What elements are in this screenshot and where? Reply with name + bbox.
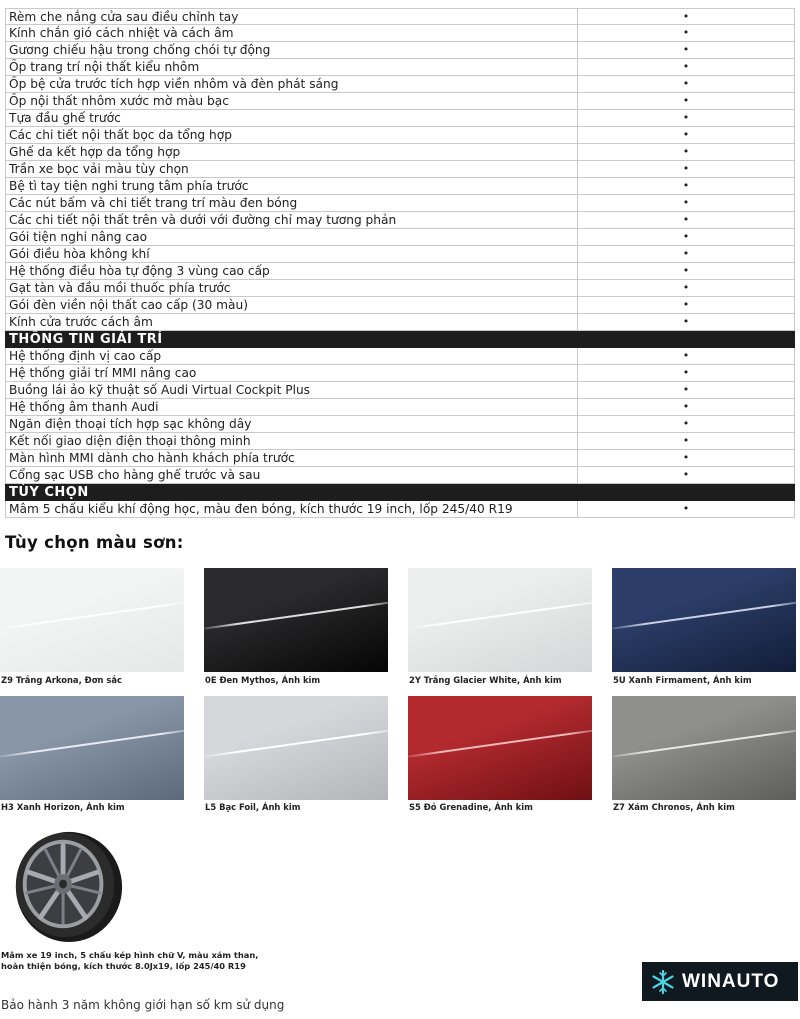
section-header-infotainment: THÔNG TIN GIẢI TRÍ — [5, 331, 795, 348]
feature-availability: • — [578, 467, 795, 483]
feature-label: Trần xe bọc vải màu tùy chọn — [5, 161, 578, 177]
feature-label: Kết nối giao diện điện thoại thông minh — [5, 433, 578, 449]
feature-availability: • — [578, 433, 795, 449]
paint-highlight — [408, 599, 592, 630]
table-row — [5, 144, 795, 161]
table-row — [5, 382, 795, 399]
feature-label: Hệ thống định vị cao cấp — [5, 348, 578, 364]
feature-availability: • — [578, 144, 795, 160]
feature-availability: • — [578, 348, 795, 364]
feature-availability: • — [578, 212, 795, 228]
feature-label: Gói đèn viền nội thất cao cấp (30 màu) — [5, 297, 578, 313]
feature-label: Ốp nội thất nhôm xước mờ màu bạc — [5, 93, 578, 109]
table-row — [5, 416, 795, 433]
feature-availability: • — [578, 297, 795, 313]
color-swatch — [612, 696, 796, 800]
feature-label: Gói điều hòa không khí — [5, 246, 578, 262]
table-row — [5, 25, 795, 42]
feature-availability: • — [578, 42, 795, 58]
warranty-note: Bảo hành 3 năm không giới hạn số km sử dụng — [1, 998, 285, 1012]
feature-availability: • — [578, 263, 795, 279]
spec-table — [5, 8, 795, 518]
table-row — [5, 365, 795, 382]
color-swatch — [204, 568, 388, 672]
feature-label: Các nút bấm và chi tiết trang trí màu đen bóng — [5, 195, 578, 211]
table-row — [5, 263, 795, 280]
feature-label: Hệ thống âm thanh Audi — [5, 399, 578, 415]
feature-label: Bệ tì tay tiện nghi trung tâm phía trước — [5, 178, 578, 194]
feature-availability: • — [578, 314, 795, 330]
feature-label: Các chi tiết nội thất trên và dưới với đường chỉ may tương phản — [5, 212, 578, 228]
wheel-caption-line2: hoàn thiện bóng, kích thước 8.0Jx19, lốp 245/40 R19 — [1, 961, 246, 971]
feature-availability: • — [578, 127, 795, 143]
paint-highlight — [204, 727, 388, 758]
table-row — [5, 348, 795, 365]
color-options-title: Tùy chọn màu sơn: — [5, 533, 184, 552]
wheel-image — [8, 826, 126, 944]
color-swatch — [408, 696, 592, 800]
table-row — [5, 467, 795, 484]
color-swatch-caption: Z7 Xám Chronos, Ánh kim — [613, 802, 735, 812]
feature-availability: • — [578, 110, 795, 126]
color-swatch-caption: H3 Xanh Horizon, Ánh kim — [1, 802, 125, 812]
feature-label: Buồng lái ảo kỹ thuật số Audi Virtual Cockpit Plus — [5, 382, 578, 398]
table-row — [5, 93, 795, 110]
feature-availability: • — [578, 501, 795, 517]
feature-availability: • — [578, 161, 795, 177]
feature-label: Ốp trang trí nội thất kiểu nhôm — [5, 59, 578, 75]
section-header-options: TÙY CHỌN — [5, 484, 795, 501]
table-row — [5, 8, 795, 25]
feature-label: Màn hình MMI dành cho hành khách phía trước — [5, 450, 578, 466]
table-row — [5, 76, 795, 93]
feature-availability: • — [578, 25, 795, 41]
feature-availability: • — [578, 93, 795, 109]
winauto-logo — [642, 962, 798, 1001]
table-row — [5, 42, 795, 59]
table-row — [5, 246, 795, 263]
color-swatch — [612, 568, 796, 672]
feature-label: Ghế da kết hợp da tổng hợp — [5, 144, 578, 160]
feature-label: Ngăn điện thoại tích hợp sạc không dây — [5, 416, 578, 432]
color-swatch — [0, 568, 184, 672]
table-row — [5, 229, 795, 246]
color-swatch-caption: 2Y Trắng Glacier White, Ánh kim — [409, 675, 562, 685]
table-row — [5, 399, 795, 416]
feature-availability: • — [578, 280, 795, 296]
feature-availability: • — [578, 246, 795, 262]
feature-availability: • — [578, 450, 795, 466]
feature-label: Tựa đầu ghế trước — [5, 110, 578, 126]
table-row — [5, 450, 795, 467]
logo-text: WINAUTO — [682, 970, 780, 992]
feature-label: Các chi tiết nội thất bọc da tổng hợp — [5, 127, 578, 143]
paint-highlight — [408, 727, 592, 758]
feature-label: Hệ thống điều hòa tự động 3 vùng cao cấp — [5, 263, 578, 279]
feature-label: Rèm che nắng cửa sau điều chỉnh tay — [5, 9, 578, 24]
feature-availability: • — [578, 195, 795, 211]
feature-label: Gạt tàn và đầu mồi thuốc phía trước — [5, 280, 578, 296]
table-row — [5, 433, 795, 450]
paint-highlight — [0, 599, 184, 630]
feature-label: Kính chắn gió cách nhiệt và cách âm — [5, 25, 578, 41]
wheel-caption-line1: Mâm xe 19 inch, 5 chấu kép hình chữ V, màu xám than, — [1, 950, 259, 960]
feature-availability: • — [578, 229, 795, 245]
feature-availability: • — [578, 399, 795, 415]
feature-label: Gương chiếu hậu trong chống chói tự động — [5, 42, 578, 58]
table-row — [5, 297, 795, 314]
color-swatch — [0, 696, 184, 800]
feature-label: Kính cửa trước cách âm — [5, 314, 578, 330]
feature-label: Gói tiện nghi nâng cao — [5, 229, 578, 245]
table-row — [5, 314, 795, 331]
color-swatch-caption: 5U Xanh Firmament, Ánh kim — [613, 675, 752, 685]
table-row — [5, 501, 795, 518]
feature-label: Ốp bệ cửa trước tích hợp viền nhôm và đèn phát sáng — [5, 76, 578, 92]
snowflake-icon — [650, 969, 676, 995]
color-swatch-caption: 0E Đen Mythos, Ánh kim — [205, 675, 321, 685]
feature-label: Cổng sạc USB cho hàng ghế trước và sau — [5, 467, 578, 483]
table-row — [5, 195, 795, 212]
feature-availability: • — [578, 59, 795, 75]
table-row — [5, 280, 795, 297]
color-swatch — [408, 568, 592, 672]
feature-availability: • — [578, 76, 795, 92]
color-swatch-caption: S5 Đỏ Grenadine, Ánh kim — [409, 802, 533, 812]
paint-highlight — [612, 727, 796, 758]
table-row — [5, 127, 795, 144]
color-swatch-caption: L5 Bạc Foil, Ánh kim — [205, 802, 301, 812]
feature-label: Mâm 5 chấu kiểu khí động học, màu đen bóng, kích thước 19 inch, lốp 245/40 R19 — [5, 501, 578, 517]
color-swatch-caption: Z9 Trắng Arkona, Đơn sắc — [1, 675, 122, 685]
table-row — [5, 161, 795, 178]
paint-highlight — [612, 599, 796, 630]
table-row — [5, 212, 795, 229]
table-row — [5, 178, 795, 195]
feature-availability: • — [578, 365, 795, 381]
color-swatch — [204, 696, 388, 800]
table-row — [5, 59, 795, 76]
feature-label: Hệ thống giải trí MMI nâng cao — [5, 365, 578, 381]
table-row — [5, 110, 795, 127]
feature-availability: • — [578, 9, 795, 24]
feature-availability: • — [578, 382, 795, 398]
paint-highlight — [0, 727, 184, 758]
paint-highlight — [204, 599, 388, 630]
feature-availability: • — [578, 416, 795, 432]
feature-availability: • — [578, 178, 795, 194]
